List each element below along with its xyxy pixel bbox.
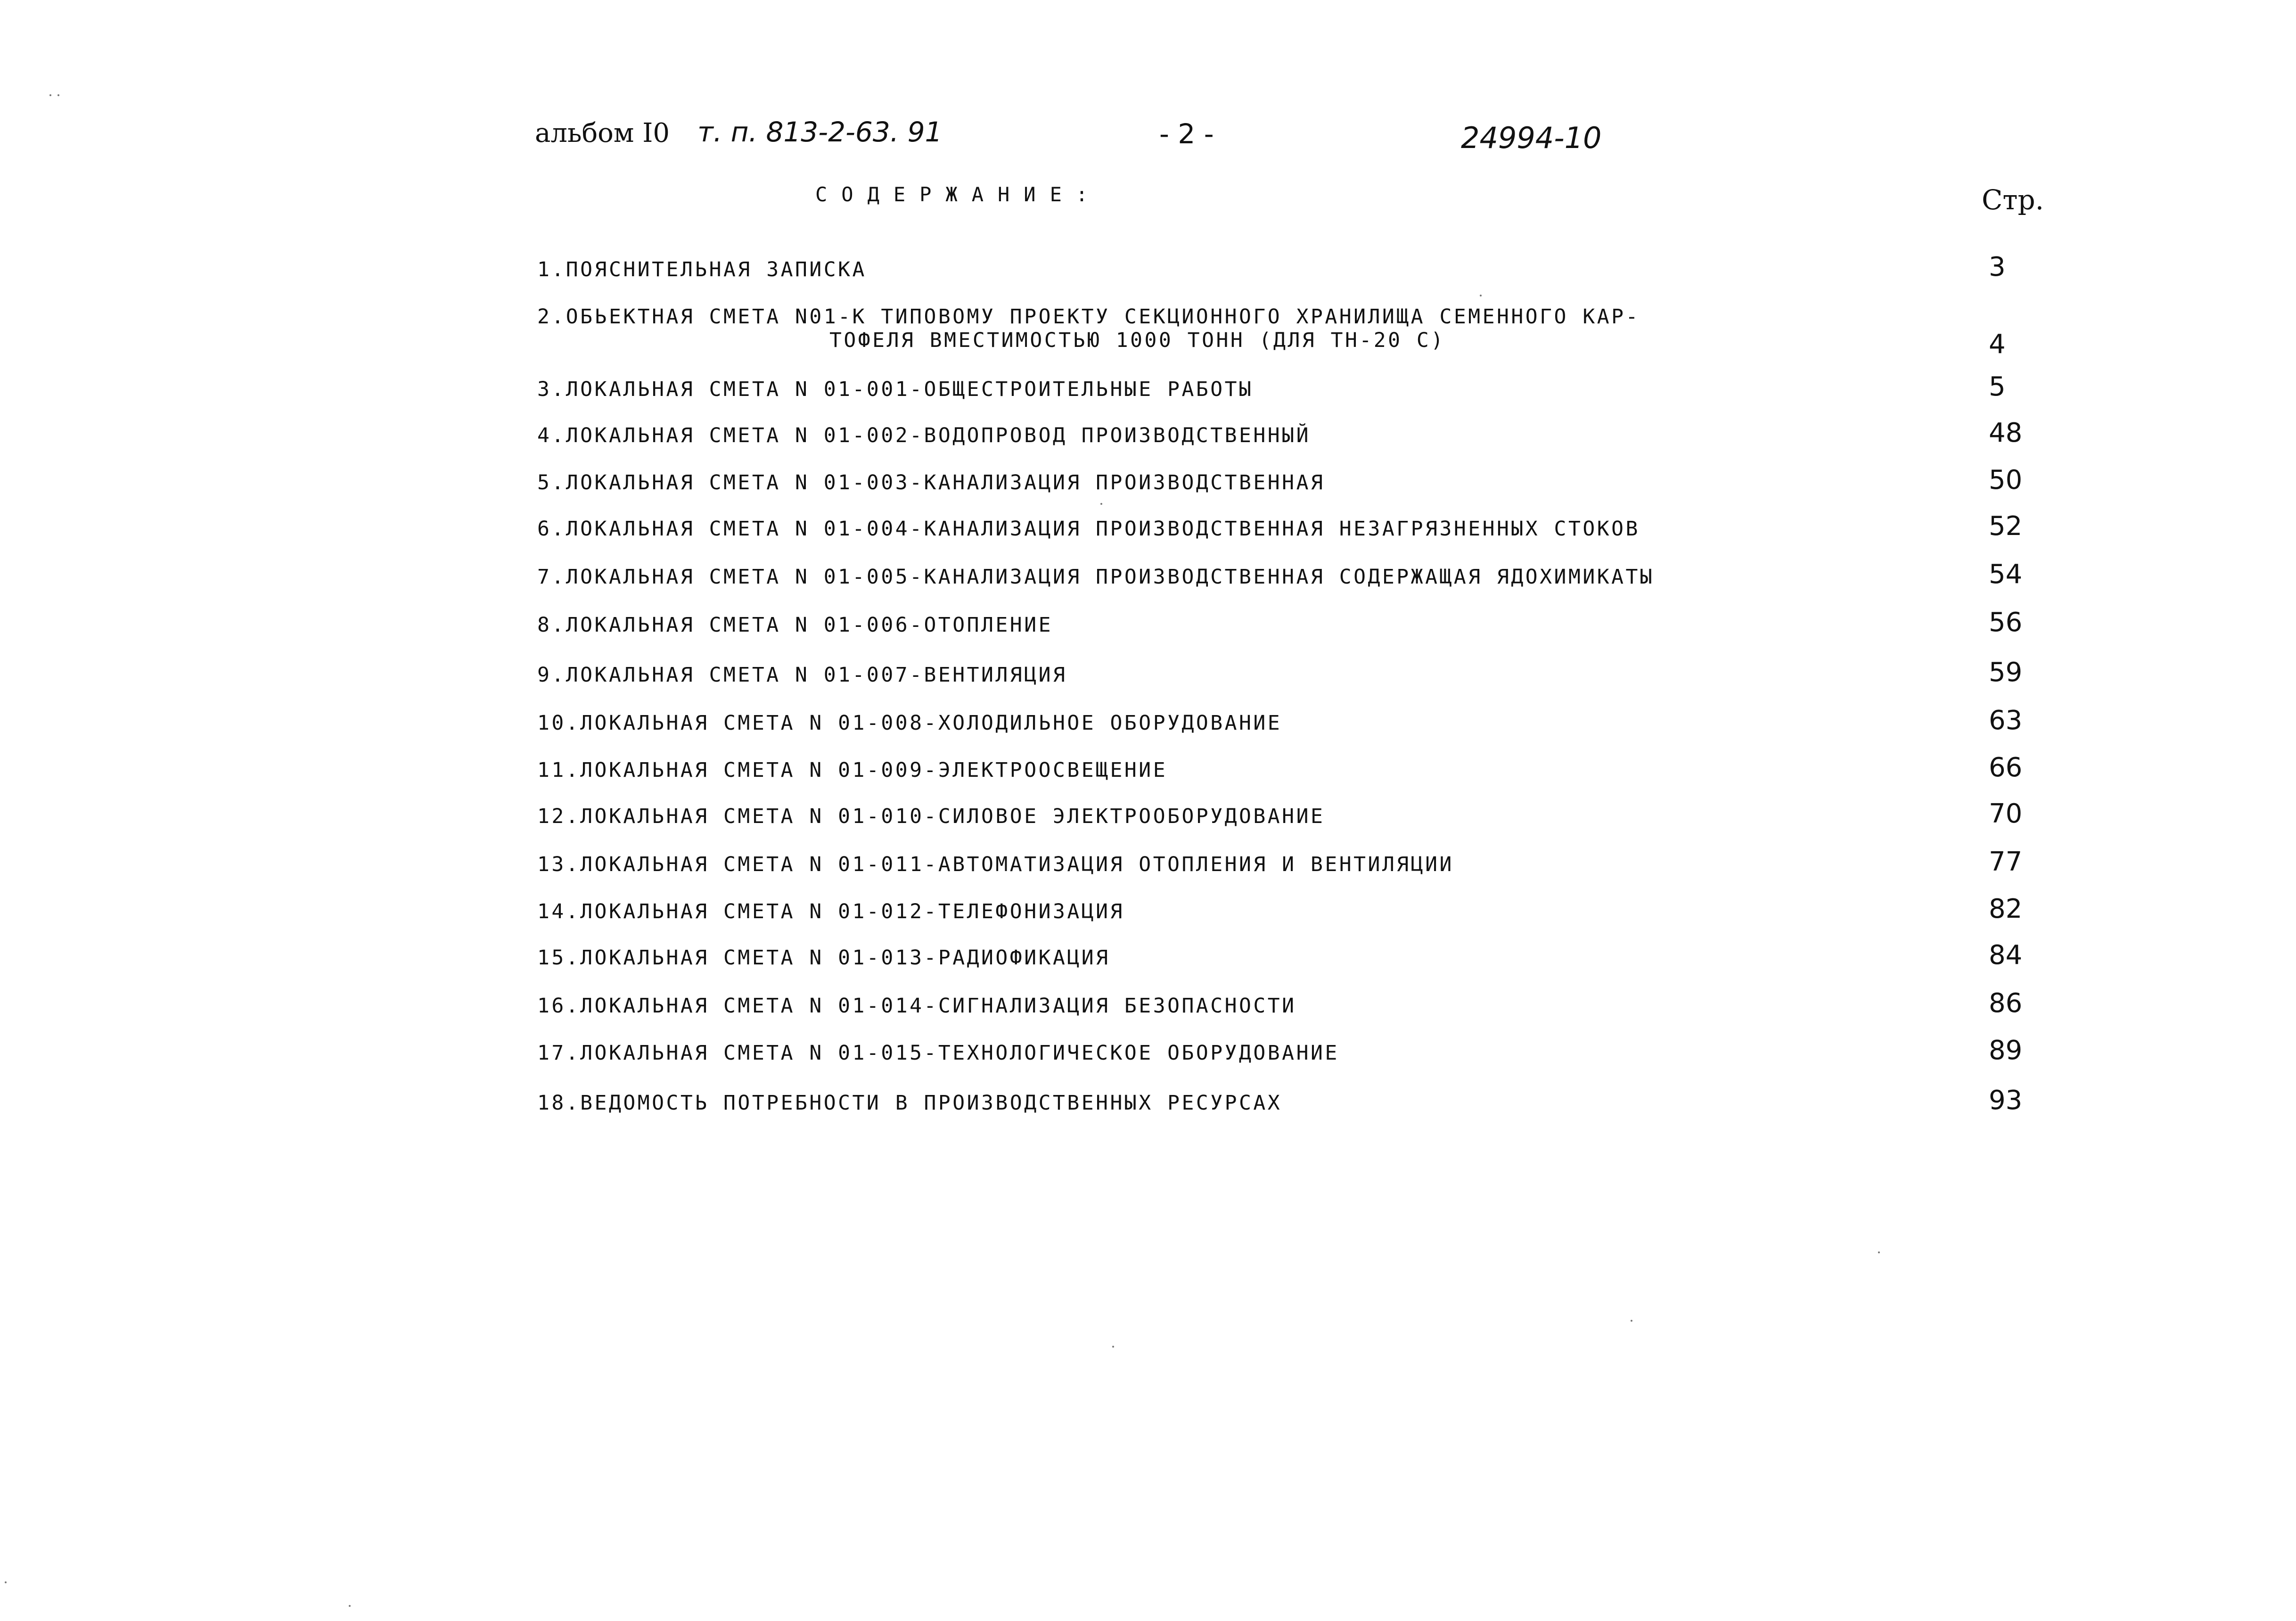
toc-entry-page: 52: [1989, 511, 2023, 542]
project-code: т. п. 813-2-63. 91: [697, 116, 943, 148]
toc-entry-text-continuation: ТОФЕЛЯ ВМЕСТИМОСТЬЮ 1000 ТОНН (ДЛЯ ТН-20 С): [829, 329, 1445, 352]
toc-entry-page: 3: [1989, 252, 2006, 282]
scan-speck: [1480, 295, 1482, 296]
scan-speck: [1112, 1346, 1114, 1348]
toc-entry-text: 15.ЛОКАЛЬНАЯ СМЕТА N 01-013-РАДИОФИКАЦИЯ: [537, 946, 1110, 970]
document-number: 24994-10: [1461, 121, 1602, 155]
toc-entry-page: 59: [1989, 657, 2023, 688]
toc-entry-text: 12.ЛОКАЛЬНАЯ СМЕТА N 01-010-СИЛОВОЕ ЭЛЕКТРООБОРУДОВАНИЕ: [537, 805, 1325, 828]
scan-speck: [1631, 1320, 1632, 1322]
toc-entry-page: 66: [1989, 752, 2023, 783]
toc-entry-text: 18.ВЕДОМОСТЬ ПОТРЕБНОСТИ В ПРОИЗВОДСТВЕННЫХ РЕСУРСАХ: [537, 1091, 1282, 1115]
scan-speck: [1100, 503, 1102, 505]
toc-entry-text: 3.ЛОКАЛЬНАЯ СМЕТА N 01-001-ОБЩЕСТРОИТЕЛЬНЫЕ РАБОТЫ: [537, 378, 1254, 401]
page-number: - 2 -: [1159, 118, 1214, 150]
toc-entry-text: 4.ЛОКАЛЬНАЯ СМЕТА N 01-002-ВОДОПРОВОД ПРОИЗВОДСТВЕННЫЙ: [537, 424, 1311, 447]
toc-entry-page: 50: [1989, 465, 2023, 495]
toc-entry-text: 7.ЛОКАЛЬНАЯ СМЕТА N 01-005-КАНАЛИЗАЦИЯ ПРОИЗВОДСТВЕННАЯ СОДЕРЖАЩАЯ ЯДОХИМИКАТЫ: [537, 565, 1655, 589]
scan-speck: [1878, 1251, 1880, 1253]
toc-entry-page: 54: [1989, 559, 2023, 590]
toc-entry-text: 17.ЛОКАЛЬНАЯ СМЕТА N 01-015-ТЕХНОЛОГИЧЕСКОЕ ОБОРУДОВАНИЕ: [537, 1041, 1339, 1065]
toc-entry-page: 56: [1989, 607, 2023, 638]
toc-entry-page: 5: [1989, 371, 2006, 402]
scan-speck: [5, 1581, 7, 1583]
toc-entry-page: 84: [1989, 940, 2023, 971]
toc-entry-page: 86: [1989, 988, 2023, 1019]
toc-entry-page: 63: [1989, 705, 2023, 736]
toc-entry-page: 48: [1989, 418, 2023, 448]
toc-list: [537, 0, 2045, 1621]
toc-entry-page: 4: [1989, 329, 2006, 360]
toc-entry-page: 93: [1989, 1085, 2023, 1116]
toc-entry-page: 89: [1989, 1035, 2023, 1066]
toc-entry-text: 2.ОБЬЕКТНАЯ СМЕТА N01-К ТИПОВОМУ ПРОЕКТУ СЕКЦИОННОГО ХРАНИЛИЩА СЕМЕННОГО КАР-: [537, 305, 1640, 329]
toc-entry-page: 70: [1989, 798, 2023, 829]
toc-entry-text: 6.ЛОКАЛЬНАЯ СМЕТА N 01-004-КАНАЛИЗАЦИЯ ПРОИЗВОДСТВЕННАЯ НЕЗАГРЯЗНЕННЫХ СТОКОВ: [537, 517, 1640, 541]
toc-title: СОДЕРЖАНИЕ:: [815, 183, 1102, 206]
toc-entry-text: 16.ЛОКАЛЬНАЯ СМЕТА N 01-014-СИГНАЛИЗАЦИЯ БЕЗОПАСНОСТИ: [537, 994, 1296, 1018]
toc-entry-text: 8.ЛОКАЛЬНАЯ СМЕТА N 01-006-ОТОПЛЕНИЕ: [537, 613, 1053, 637]
pages-column-header: Стр.: [1982, 184, 2044, 216]
toc-entry-text: 14.ЛОКАЛЬНАЯ СМЕТА N 01-012-ТЕЛЕФОНИЗАЦИЯ: [537, 900, 1124, 923]
album-label: альбом I0: [535, 118, 670, 148]
scan-speck: [349, 1605, 351, 1607]
toc-entry-text: 11.ЛОКАЛЬНАЯ СМЕТА N 01-009-ЭЛЕКТРООСВЕЩЕНИЕ: [537, 758, 1168, 782]
toc-entry-text: 13.ЛОКАЛЬНАЯ СМЕТА N 01-011-АВТОМАТИЗАЦИЯ ОТОПЛЕНИЯ И ВЕНТИЛЯЦИИ: [537, 853, 1454, 876]
toc-entry-page: 82: [1989, 894, 2023, 924]
toc-entry-text: 10.ЛОКАЛЬНАЯ СМЕТА N 01-008-ХОЛОДИЛЬНОЕ ОБОРУДОВАНИЕ: [537, 711, 1282, 735]
scan-speck: [57, 94, 59, 96]
toc-entry-text: 5.ЛОКАЛЬНАЯ СМЕТА N 01-003-КАНАЛИЗАЦИЯ ПРОИЗВОДСТВЕННАЯ: [537, 471, 1325, 494]
scan-speck: [49, 94, 51, 96]
toc-entry-page: 77: [1989, 847, 2023, 877]
toc-entry-text: 9.ЛОКАЛЬНАЯ СМЕТА N 01-007-ВЕНТИЛЯЦИЯ: [537, 663, 1067, 687]
toc-entry-text: 1.ПОЯСНИТЕЛЬНАЯ ЗАПИСКА: [537, 258, 867, 281]
